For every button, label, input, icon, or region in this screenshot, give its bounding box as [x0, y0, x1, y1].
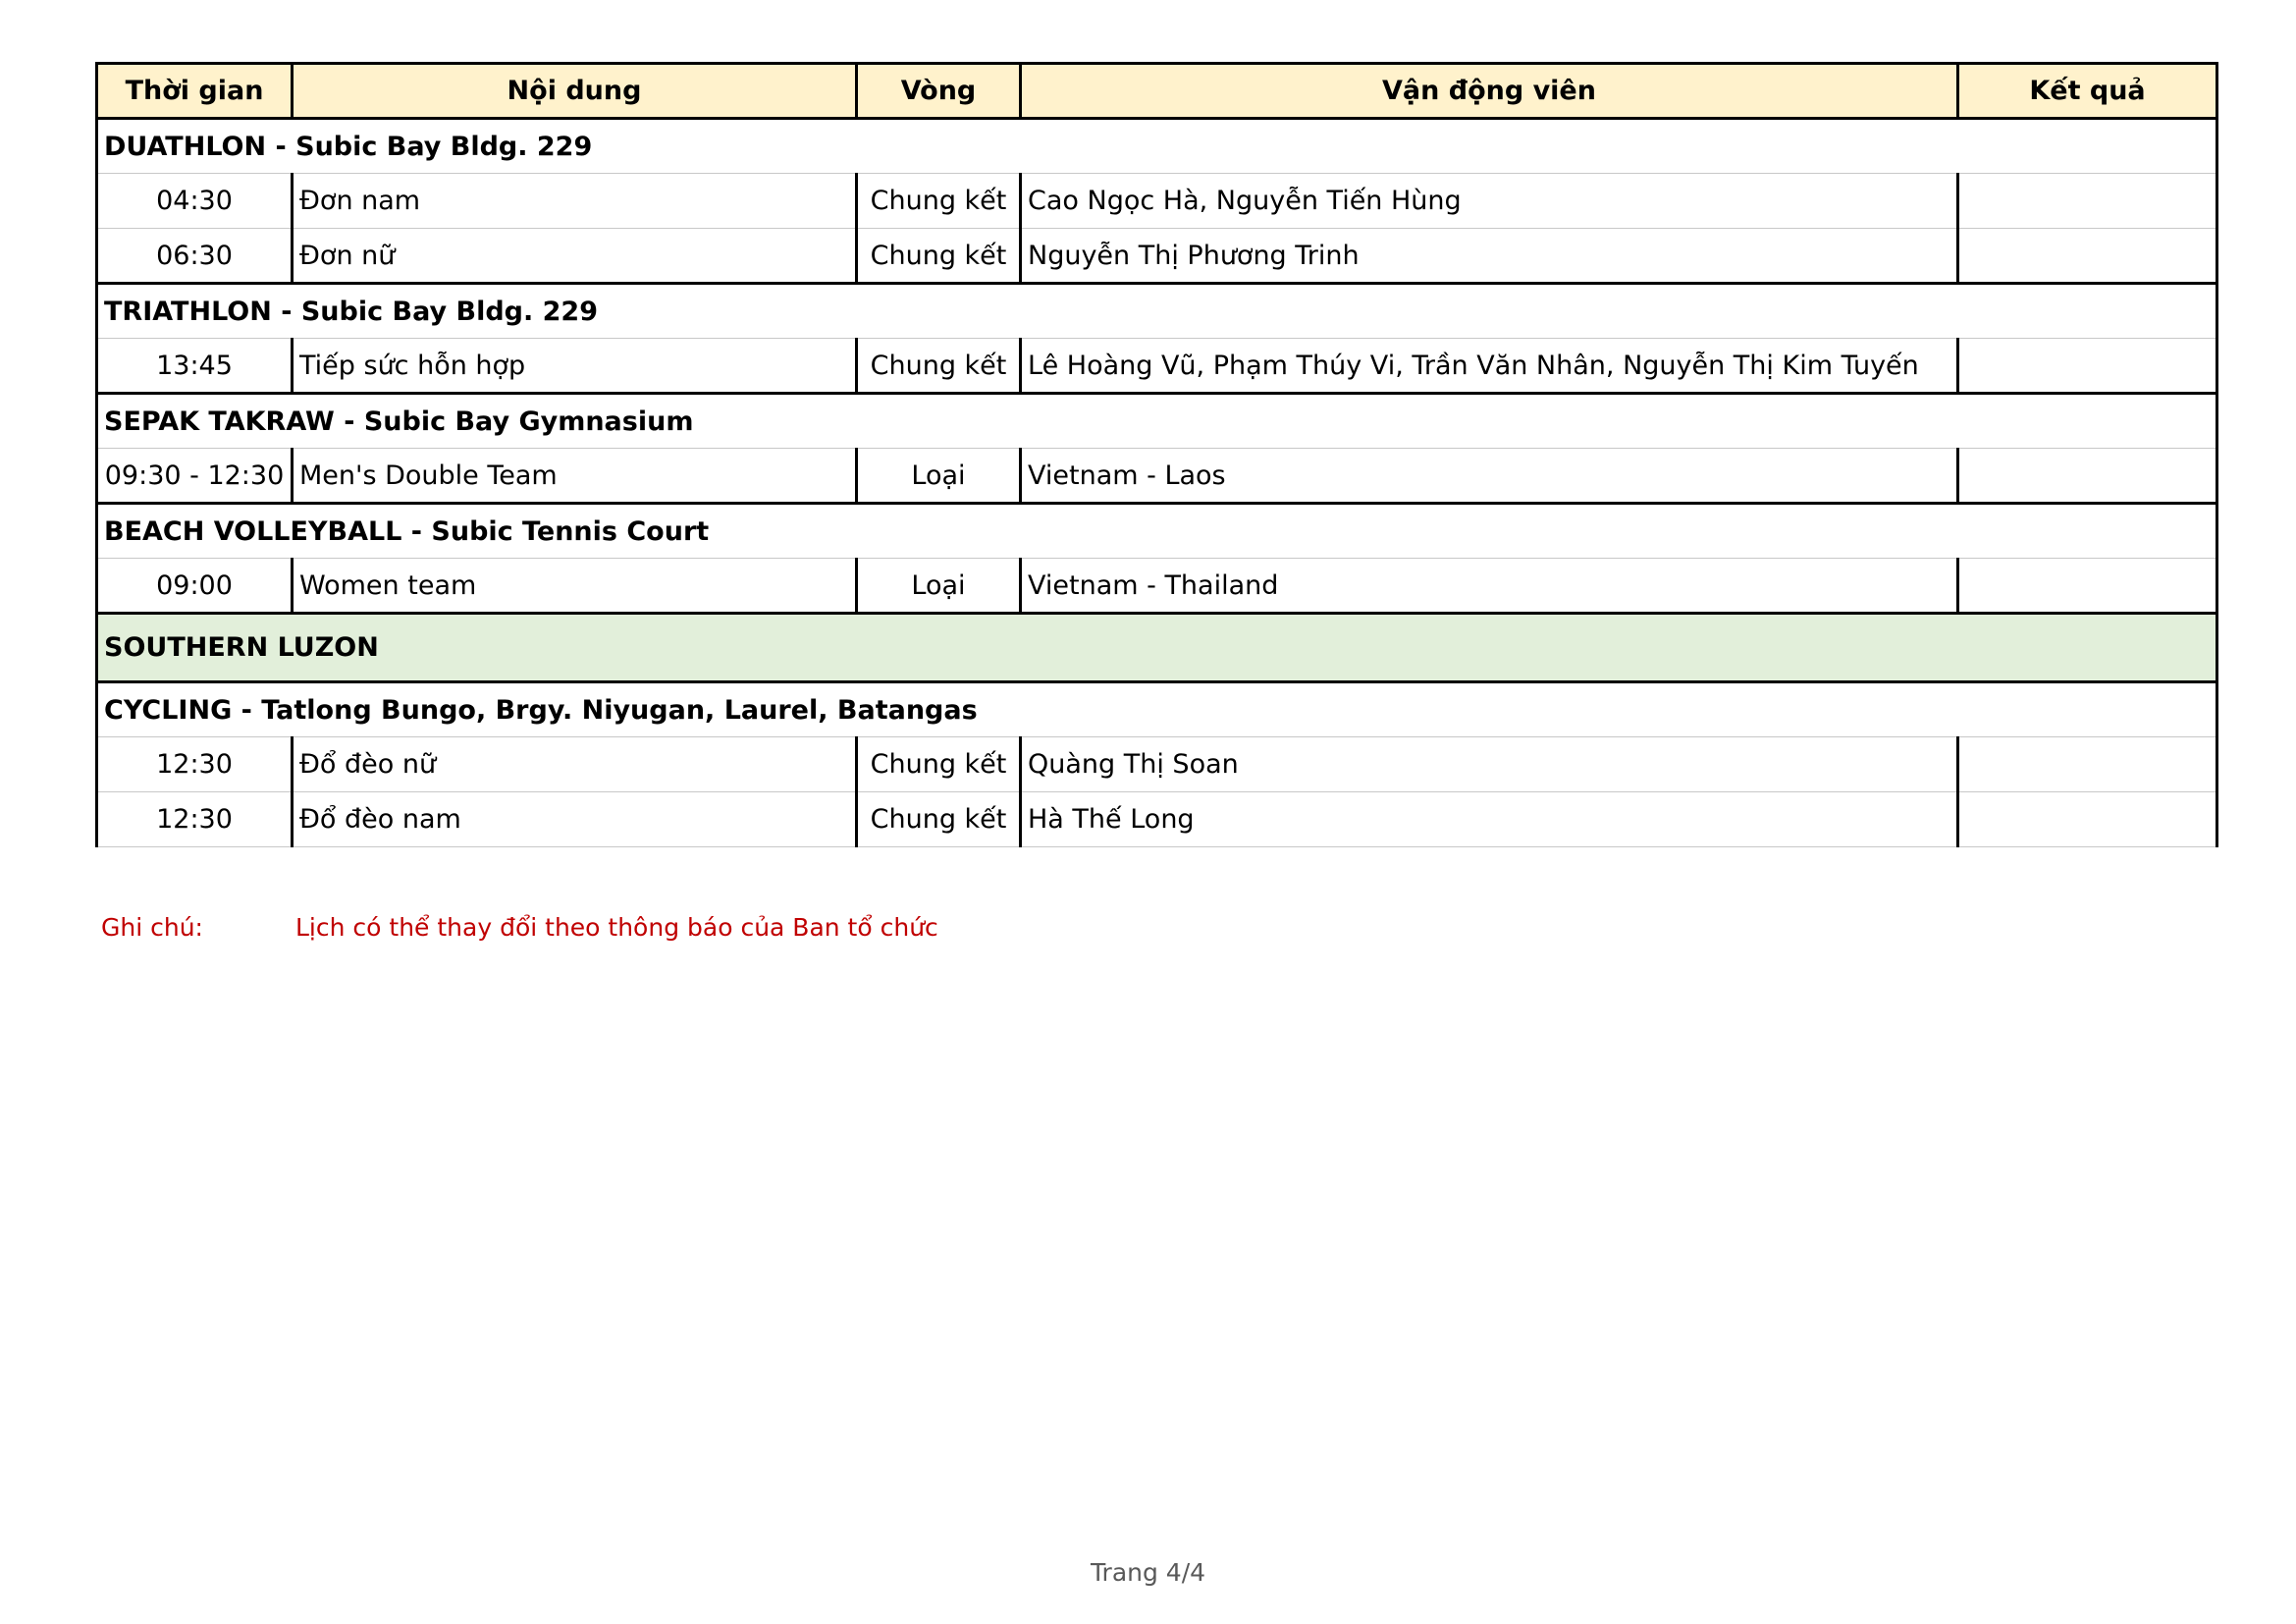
cell-event: Đơn nam	[293, 174, 857, 229]
table-row	[97, 449, 2217, 504]
cell-athletes: Vietnam - Thailand	[1021, 559, 1958, 614]
section-row-triathlon	[97, 284, 2217, 339]
region-title: SOUTHERN LUZON	[97, 614, 2217, 682]
cell-event: Đơn nữ	[293, 229, 857, 284]
header-round: Vòng	[857, 64, 1021, 119]
cell-result	[1958, 737, 2217, 792]
header-time: Thời gian	[97, 64, 293, 119]
cell-time: 12:30	[97, 737, 293, 792]
header-event: Nội dung	[293, 64, 857, 119]
cell-event: Đổ đèo nữ	[293, 737, 857, 792]
section-title: CYCLING - Tatlong Bungo, Brgy. Niyugan, Laurel, Batangas	[97, 682, 2217, 737]
section-title: DUATHLON - Subic Bay Bldg. 229	[97, 119, 2217, 174]
schedule-table	[95, 62, 2218, 847]
note-text: Lịch có thể thay đổi theo thông báo của Ban tổ chức	[295, 913, 938, 942]
table-row	[97, 559, 2217, 614]
cell-athletes: Hà Thế Long	[1021, 792, 1958, 847]
cell-event: Tiếp sức hỗn hợp	[293, 339, 857, 394]
table-row	[97, 792, 2217, 847]
cell-time: 13:45	[97, 339, 293, 394]
section-title: BEACH VOLLEYBALL - Subic Tennis Court	[97, 504, 2217, 559]
header-result: Kết quả	[1958, 64, 2217, 119]
cell-event: Men's Double Team	[293, 449, 857, 504]
cell-time: 06:30	[97, 229, 293, 284]
note-label: Ghi chú:	[101, 913, 203, 942]
cell-round: Chung kết	[857, 792, 1021, 847]
section-row-cycling	[97, 682, 2217, 737]
table-row	[97, 229, 2217, 284]
cell-round: Chung kết	[857, 737, 1021, 792]
section-title: SEPAK TAKRAW - Subic Bay Gymnasium	[97, 394, 2217, 449]
cell-round: Loại	[857, 559, 1021, 614]
cell-athletes: Nguyễn Thị Phương Trinh	[1021, 229, 1958, 284]
cell-result	[1958, 174, 2217, 229]
cell-time: 12:30	[97, 792, 293, 847]
cell-round: Chung kết	[857, 339, 1021, 394]
table-row	[97, 174, 2217, 229]
cell-time: 09:30 - 12:30	[97, 449, 293, 504]
region-row	[97, 614, 2217, 682]
cell-time: 09:00	[97, 559, 293, 614]
cell-athletes: Cao Ngọc Hà, Nguyễn Tiến Hùng	[1021, 174, 1958, 229]
section-row-duathlon	[97, 119, 2217, 174]
table-row	[97, 339, 2217, 394]
cell-round: Chung kết	[857, 174, 1021, 229]
cell-round: Loại	[857, 449, 1021, 504]
cell-result	[1958, 559, 2217, 614]
cell-athletes: Quàng Thị Soan	[1021, 737, 1958, 792]
cell-event: Đổ đèo nam	[293, 792, 857, 847]
cell-result	[1958, 339, 2217, 394]
table-header-row	[97, 64, 2217, 119]
cell-result	[1958, 449, 2217, 504]
cell-time: 04:30	[97, 174, 293, 229]
page-number: Trang 4/4	[1090, 1558, 1206, 1587]
cell-event: Women team	[293, 559, 857, 614]
cell-result	[1958, 229, 2217, 284]
section-row-sepak-takraw	[97, 394, 2217, 449]
table-row	[97, 737, 2217, 792]
cell-round: Chung kết	[857, 229, 1021, 284]
cell-athletes: Vietnam - Laos	[1021, 449, 1958, 504]
section-row-beach-volleyball	[97, 504, 2217, 559]
cell-result	[1958, 792, 2217, 847]
section-title: TRIATHLON - Subic Bay Bldg. 229	[97, 284, 2217, 339]
header-athletes: Vận động viên	[1021, 64, 1958, 119]
cell-athletes: Lê Hoàng Vũ, Phạm Thúy Vi, Trần Văn Nhân, Nguyễn Thị Kim Tuyến	[1021, 339, 1958, 394]
